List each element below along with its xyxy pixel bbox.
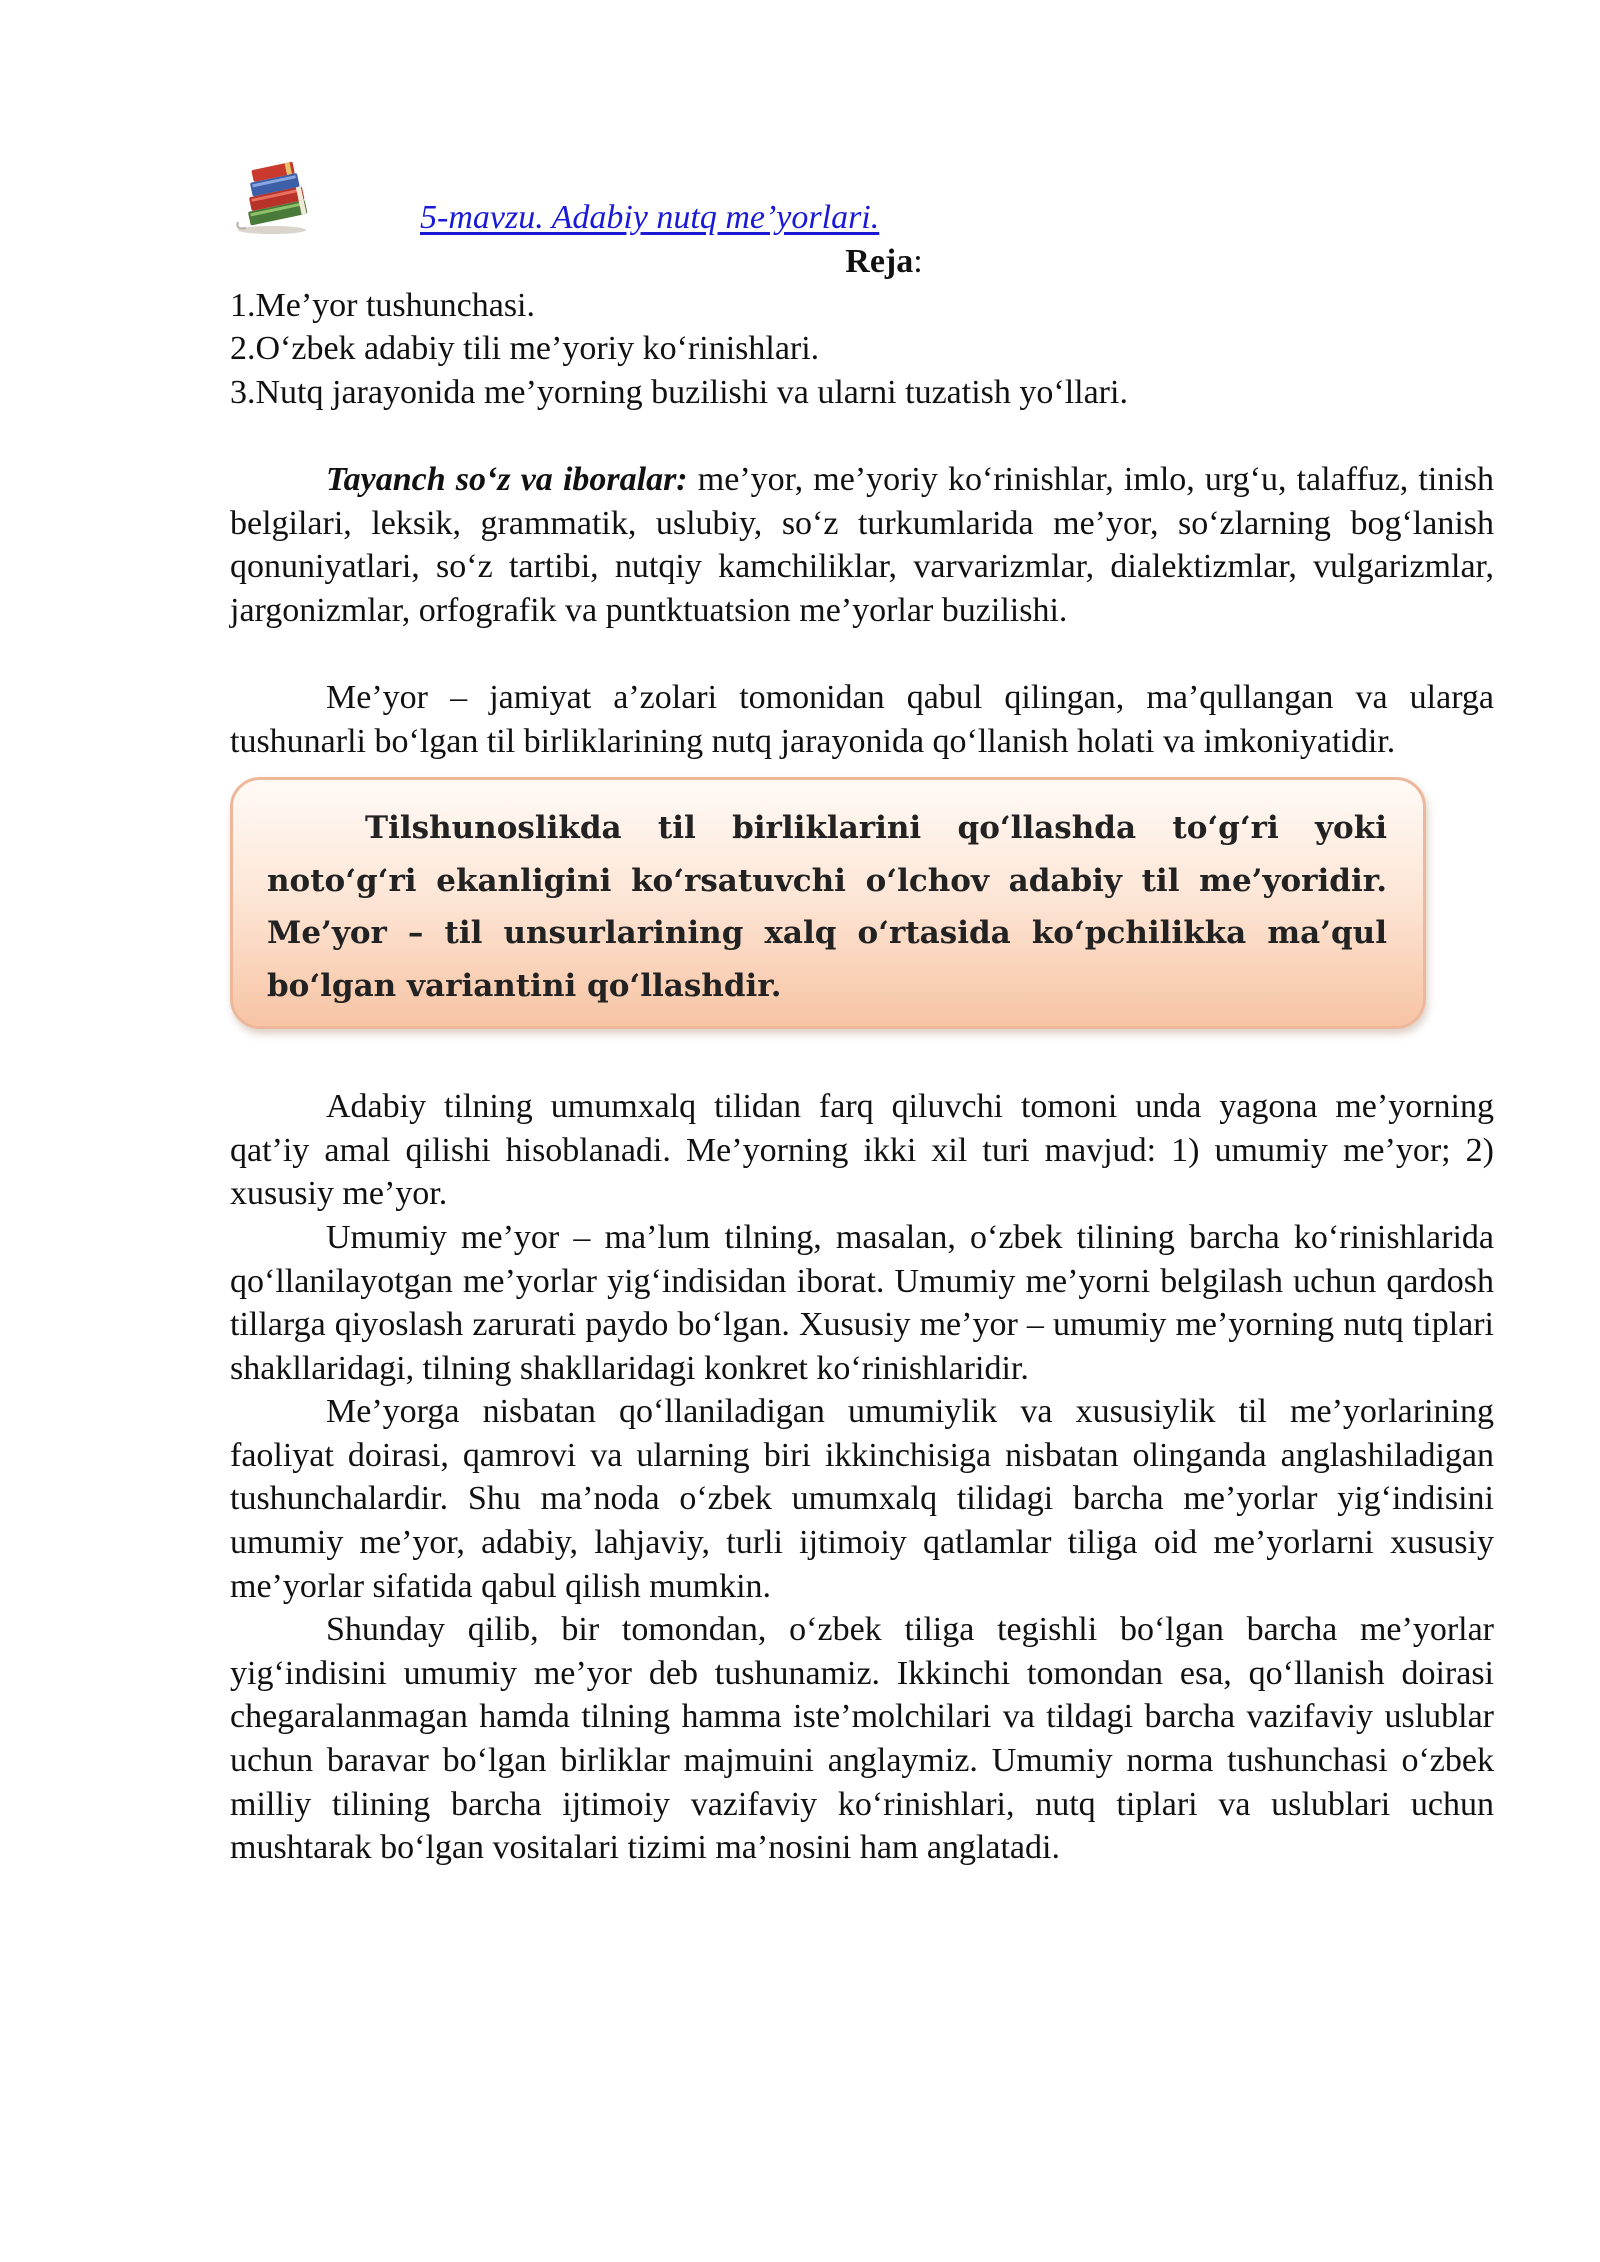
- title-line: [230, 196, 1494, 240]
- body-paragraph-3: Me’yorga nisbatan qo‘llaniladigan umumiylik va xususiylik til me’yorlarining faoliyat doirasi, qamrovi va ularning biri ikkinchisiga nisbatan olinganda anglashiladigan tushunchalardir. Shu ma’noda o‘zbek umumxalq tilidagi barcha me’yorlar yig‘indisini umumiy me’yor, adabiy, lahjaviy, turli ijtimoiy qatlamlar tiliga oid me’yorlarni xususiy me’yorlar sifatida qabul qilish mumkin.: [230, 1393, 1494, 1605]
- body-paragraph-2: Umumiy me’yor – ma’lum tilning, masalan, o‘zbek tilining barcha ko‘rinishlarida qo‘llanilayotgan me’yorlar yig‘indisidan iborat. Umumiy me’yorni belgilash uchun qardosh tillarga qiyoslash zarurati paydo bo‘lgan. Xususiy me’yor – umumiy me’yorning nutq tiplari shakllaridagi, tilning shakllaridagi konkret ko‘rinishlaridir.: [230, 1218, 1494, 1387]
- document-body: [230, 196, 1494, 1870]
- spacer: [230, 1029, 1494, 1085]
- definition-paragraph: Me’yor – jamiyat a’zolari tomonidan qabul qilingan, ma’qullangan va ularga tushunarli bo‘lgan til birliklarining nutq jarayonida qo‘llanish holati va imkoniyatidir.: [230, 678, 1494, 760]
- plan-heading: [230, 240, 1494, 284]
- spacer: [230, 632, 1494, 676]
- topic-title-link[interactable]: 5-mavzu. Adabiy nutq me’yorlari.: [420, 199, 880, 236]
- plan-item-1: 1.Me’yor tushunchasi.: [230, 286, 536, 324]
- callout-box: [230, 777, 1426, 1029]
- keywords-label: Tayanch so‘z va iboralar:: [326, 460, 688, 498]
- plan-colon: :: [913, 243, 923, 280]
- spacer: [230, 414, 1494, 458]
- body-paragraph-4: Shunday qilib, bir tomondan, o‘zbek tiliga tegishli bo‘lgan barcha me’yorlar yig‘indisini umumiy me’yor deb tushunamiz. Ikkinchi tomondan esa, qo‘llanish doirasi chegaralanmagan hamda tilning hamma iste’molchilari va tildagi barcha vazifaviy uslublar uchun baravar bo‘lgan birliklar majmuini anglaymiz. Umumiy norma tushunchasi o‘zbek milliy tilining barcha ijtimoiy vazifaviy ko‘rinishlari, nutq tiplari va uslublari uchun mushtarak bo‘lgan vositalari tizimi ma’nosini ham anglatadi.: [230, 1611, 1494, 1867]
- keywords-paragraph: [230, 458, 1494, 632]
- keywords-text: me’yor, me’yoriy ko‘rinishlar, imlo, urg‘u, talaffuz, tinish belgilari, leksik, grammatik, uslubiy, so‘z turkumlarida me’yor, so‘zlarning bog‘lanish qonuniyatlari, so‘z tartibi, nutqiy kamchiliklar, varvarizmlar, dialektizmlar, vulgarizmlar, jargonizmlar, orfografik va puntktuatsion me’yorlar buzilishi.: [230, 460, 1494, 629]
- callout-text: Tilshunoslikda til birliklarini qo‘llashda to‘g‘ri yoki noto‘g‘ri ekanligini ko‘rsatuvchi o‘lchov adabiy til me’yoridir. Me’yor – til unsurlarining xalq o‘rtasida ko‘pchilikka ma’qul bo‘lgan variantini qo‘llashdir.: [267, 810, 1387, 1004]
- plan-item-2: 2.O‘zbek adabiy tili me’yoriy ko‘rinishlari.: [230, 330, 820, 368]
- body-paragraph-1: Adabiy tilning umumxalq tilidan farq qiluvchi tomoni unda yagona me’yorning qat’iy amal qilishi hisoblanadi. Me’yorning ikki xil turi mavjud: 1) umumiy me’yor; 2) xususiy me’yor.: [230, 1088, 1494, 1213]
- plan-label: Reja: [845, 243, 914, 280]
- plan-item-3: 3.Nutq jarayonida me’yorning buzilishi va ularni tuzatish yo‘llari.: [230, 373, 1128, 411]
